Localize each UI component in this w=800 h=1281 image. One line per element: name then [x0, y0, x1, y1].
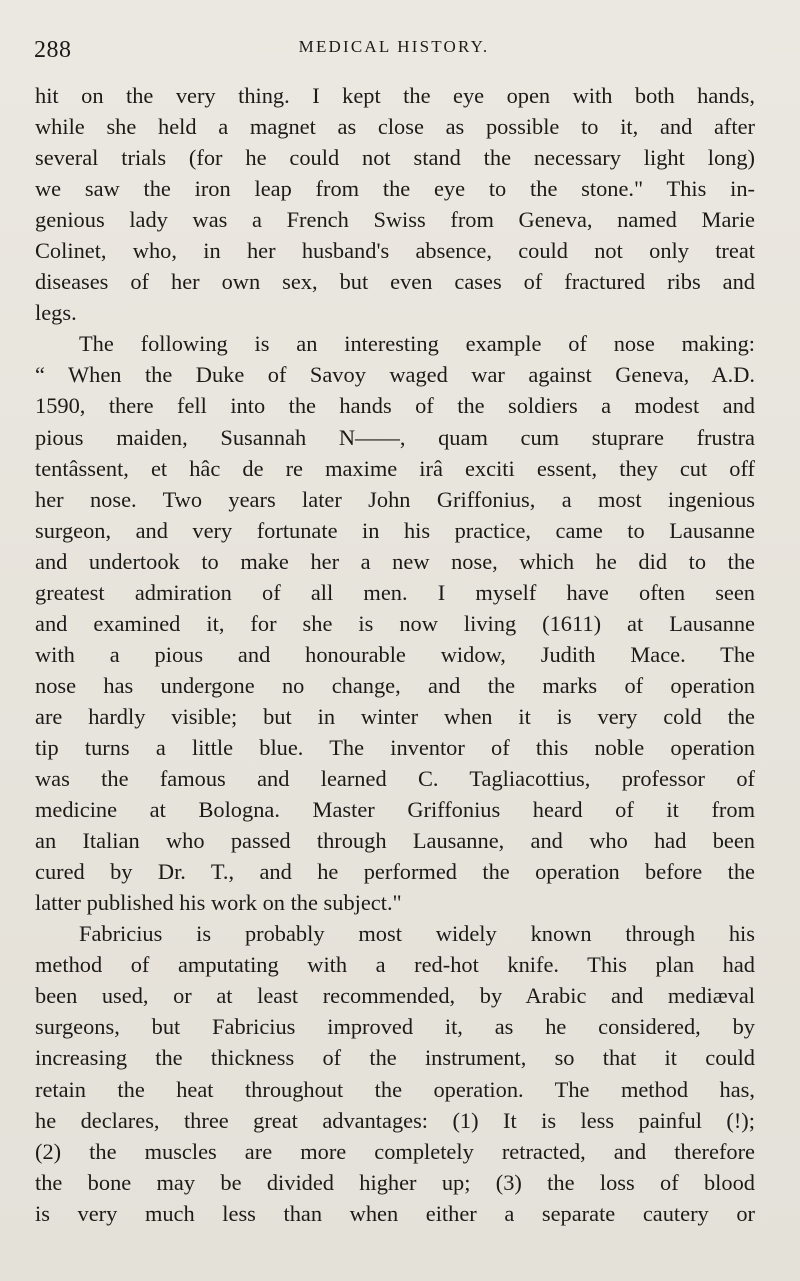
- text-line: surgeons, but Fabricius improved it, as he considered, by: [35, 1014, 755, 1040]
- text-line: are hardly visible; but in winter when it is very cold the: [35, 703, 755, 729]
- text-line: hit on the very thing. I kept the eye open with both hands,: [35, 83, 755, 108]
- body-text: [35, 80, 755, 1229]
- text-line: method of amputating with a red-hot knife. This plan had: [35, 952, 755, 978]
- text-line: several trials (for he could not stand the necessary light long): [35, 145, 755, 171]
- text-line: tip turns a little blue. The inventor of this noble operation: [35, 734, 755, 760]
- running-head: MEDICAL HISTORY.: [298, 37, 490, 56]
- text-line: with a pious and honourable widow, Judith Mace. The: [35, 641, 755, 667]
- text-line: while she held a magnet as close as possible to it, and after: [35, 114, 755, 140]
- text-line: surgeon, and very fortunate in his practice, came to Lausanne: [35, 517, 755, 543]
- text-line: pious maiden, Susannah N——, quam cum stuprare frustra: [35, 424, 755, 450]
- text-line: medicine at Bologna. Master Griffonius heard of it from: [35, 797, 755, 823]
- text-line: greatest admiration of all men. I myself have often seen: [35, 579, 755, 605]
- text-line: he declares, three great advantages: (1) It is less painful (!);: [35, 1107, 755, 1133]
- text-line: we saw the iron leap from the eye to the stone." This in-: [35, 176, 755, 202]
- page-header: [34, 31, 754, 65]
- text-line: been used, or at least recommended, by Arabic and mediæval: [35, 983, 755, 1009]
- text-line: cured by Dr. T., and he performed the operation before the: [35, 859, 755, 885]
- text-line: and examined it, for she is now living (1611) at Lausanne: [35, 610, 755, 636]
- text-line: latter published his work on the subject.": [35, 890, 402, 916]
- text-line: legs.: [35, 300, 77, 326]
- text-line: and undertook to make her a new nose, which he did to the: [35, 548, 755, 574]
- text-line: retain the heat throughout the operation. The method has,: [35, 1076, 755, 1102]
- text-line: tentâssent, et hâc de re maxime irâ exciti essent, they cut off: [35, 455, 755, 481]
- text-line: genious lady was a French Swiss from Geneva, named Marie: [35, 207, 755, 233]
- text-line: “ When the Duke of Savoy waged war against Geneva, A.D.: [35, 362, 755, 388]
- text-line: Colinet, who, in her husband's absence, could not only treat: [35, 238, 755, 264]
- text-line: (2) the muscles are more completely retracted, and therefore: [35, 1138, 755, 1164]
- text-line: is very much less than when either a separate cautery or: [35, 1200, 755, 1226]
- text-line: Fabricius is probably most widely known through his: [79, 921, 755, 947]
- text-line: increasing the thickness of the instrument, so that it could: [35, 1045, 755, 1071]
- text-line: diseases of her own sex, but even cases of fractured ribs and: [35, 269, 755, 295]
- text-line: 1590, there fell into the hands of the soldiers a modest and: [35, 393, 755, 419]
- text-line: was the famous and learned C. Tagliacottius, professor of: [35, 766, 755, 792]
- page-number: 288: [34, 37, 72, 63]
- text-line: an Italian who passed through Lausanne, and who had been: [35, 828, 755, 854]
- text-line: her nose. Two years later John Griffonius, a most ingenious: [35, 486, 755, 512]
- text-line: nose has undergone no change, and the marks of operation: [35, 672, 755, 698]
- text-line: the bone may be divided higher up; (3) the loss of blood: [35, 1169, 755, 1195]
- text-line: The following is an interesting example of nose making:: [79, 331, 755, 357]
